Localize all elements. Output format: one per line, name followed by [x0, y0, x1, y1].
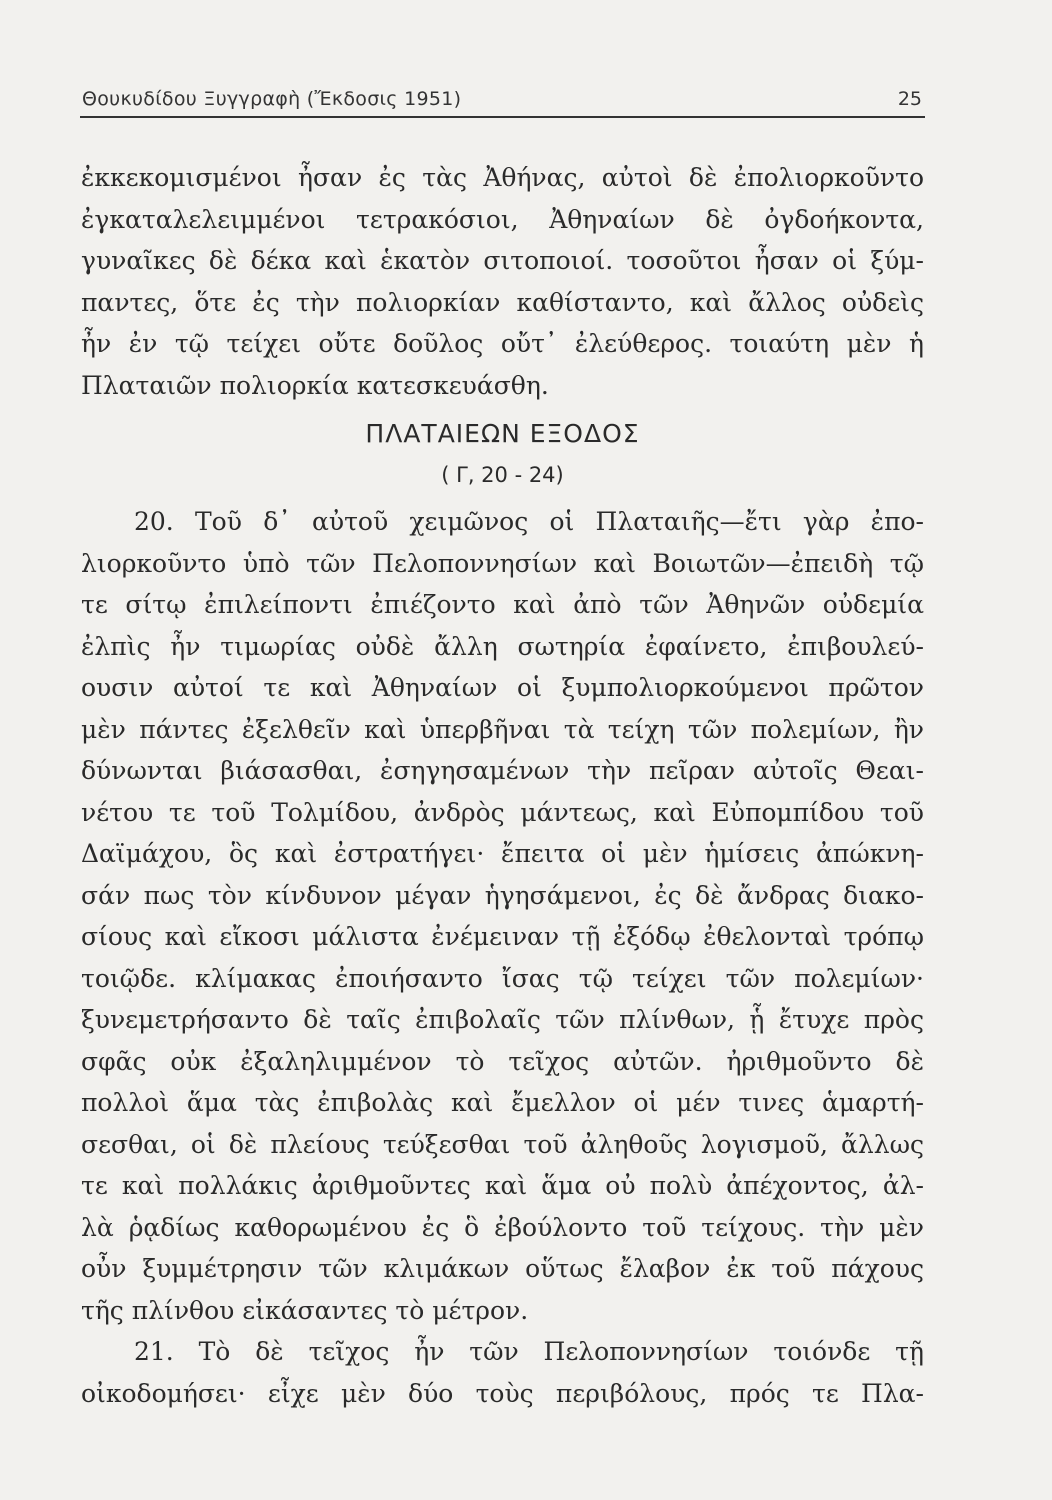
page-number: 25 [897, 88, 922, 110]
text-line: σφᾶς οὐκ ἐξαληλιμμένον τὸ τεῖχος αὐτῶν. ἠριθμοῦντο δὲ [81, 1046, 924, 1076]
text-line: οἰκοδομήσει· εἶχε μὲν δύο τοὺς περιβόλους, πρός τε Πλα- [81, 1378, 924, 1408]
running-title: Θουκυδίδου Ξυγγραφὴ (Ἔκδοσις 1951) [82, 88, 462, 110]
section-subheading: ( Γ, 20 - 24) [441, 463, 564, 487]
text-line: παντες, ὅτε ἐς τὴν πολιορκίαν καθίσταντο, καὶ ἄλλος οὐδεὶς [81, 287, 924, 317]
text-line: τε σίτῳ ἐπιλείποντι ἐπιέζοντο καὶ ἀπὸ τῶν Ἀθηνῶν οὐδεμία [81, 590, 924, 619]
text-line: Δαϊμάχου, ὃς καὶ ἐστρατήγει· ἔπειτα οἱ μὲν ἡμίσεις ἀπώκνη- [81, 839, 924, 868]
text-line: γυναῖκες δὲ δέκα καὶ ἑκατὸν σιτοποιοί. τοσοῦτοι ἦσαν οἱ ξύμ- [81, 246, 924, 275]
paragraph-intro [81, 157, 924, 406]
text-line: ἐγκαταλελειμμένοι τετρακόσιοι, Ἀθηναίων δὲ ὀγδοήκοντα, [81, 204, 924, 234]
text-line: τοιῷδε. κλίμακας ἐποιήσαντο ἴσας τῷ τείχει τῶν πολεμίων· [81, 963, 924, 993]
paragraph-21 [81, 1331, 924, 1414]
text-line: σεσθαι, οἱ δὲ πλείους τεύξεσθαι τοῦ ἀληθοῦς λογισμοῦ, ἄλλως [81, 1129, 924, 1159]
text-line: ἦν ἐν τῷ τείχει οὔτε δοῦλος οὔτ᾽ ἐλεύθερος. τοιαύτη μὲν ἡ [81, 329, 924, 358]
text-line: 20. Τοῦ δ᾽ αὐτοῦ χειμῶνος οἱ Πλαταιῆς—ἔτι γὰρ ἐπο- [134, 507, 924, 536]
text-line: τε καὶ πολλάκις ἀριθμοῦντες καὶ ἅμα οὐ πολὺ ἀπέχοντος, ἀλ- [81, 1171, 924, 1200]
text-line: Πλαταιῶν πολιορκία κατεσκευάσθη. [81, 370, 549, 400]
text-line: δύνωνται βιάσασθαι, ἐσηγησαμένων τὴν πεῖραν αὐτοῖς Θεαι- [81, 756, 924, 785]
text-line: μὲν πάντες ἐξελθεῖν καὶ ὑπερβῆναι τὰ τείχη τῶν πολεμίων, ἢν [81, 714, 924, 744]
text-line: νέτου τε τοῦ Τολμίδου, ἀνδρὸς μάντεως, καὶ Εὐπομπίδου τοῦ [81, 797, 924, 827]
text-line: τῆς πλίνθου εἰκάσαντες τὸ μέτρον. [81, 1295, 529, 1325]
text-line: ἐλπὶς ἦν τιμωρίας οὐδὲ ἄλλη σωτηρία ἐφαίνετο, ἐπιβουλεύ- [81, 631, 924, 661]
section-heading: ΠΛΑΤΑΙΕΩΝ ΕΞΟΔΟΣ [365, 419, 640, 448]
text-line: σίους καὶ εἴκοσι μάλιστα ἐνέμειναν τῇ ἐξόδῳ ἐθελονταὶ τρόπῳ [81, 922, 924, 951]
body-text [81, 157, 924, 1414]
text-line: λὰ ῥᾳδίως καθορωμένου ἐς ὃ ἐβούλοντο τοῦ τείχους. τὴν μὲν [81, 1212, 924, 1242]
text-line: ουσιν αὐτοί τε καὶ Ἀθηναίων οἱ ξυμπολιορκούμενοι πρῶτον [81, 673, 924, 702]
text-line: σάν πως τὸν κίνδυνον μέγαν ἡγησάμενοι, ἐς δὲ ἄνδρας διακο- [81, 880, 924, 910]
text-line: ξυνεμετρήσαντο δὲ ταῖς ἐπιβολαῖς τῶν πλίνθων, ᾗ ἔτυχε πρὸς [81, 1005, 924, 1034]
text-line: λιορκοῦντο ὑπὸ τῶν Πελοποννησίων καὶ Βοιωτῶν—ἐπειδὴ τῷ [81, 548, 924, 578]
text-line: 21. Τὸ δὲ τεῖχος ἦν τῶν Πελοποννησίων τοιόνδε τῇ [134, 1337, 924, 1366]
text-line: πολλοὶ ἅμα τὰς ἐπιβολὰς καὶ ἔμελλον οἱ μέν τινες ἁμαρτή- [81, 1088, 924, 1117]
text-line: ἐκκεκομισμένοι ἦσαν ἐς τὰς Ἀθήνας, αὐτοὶ δὲ ἐπολιορκοῦντο [81, 163, 924, 192]
running-header [80, 86, 925, 118]
text-line: οὖν ξυμμέτρησιν τῶν κλιμάκων οὕτως ἔλαβον ἐκ τοῦ πάχους [81, 1254, 924, 1283]
paragraph-20 [81, 501, 924, 1331]
